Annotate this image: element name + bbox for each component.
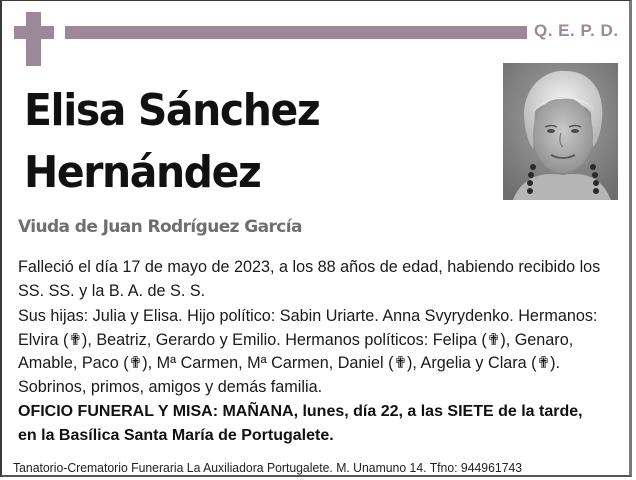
header-rule (65, 26, 527, 39)
funeral-line: en la Basílica Santa María de Portugalete. (18, 426, 334, 444)
death-notice-line: Falleció el día 17 de mayo de 2023, a los 88 años de edad, habiendo recibido los (18, 258, 601, 276)
deceased-name-line-2: Hernández (24, 147, 261, 198)
family-line: Sus hijas: Julia y Elisa. Hijo político: Sabin Uriarte. Anna Svyrydenko. Hermanos: (18, 307, 598, 325)
widow-of-text: Viuda de Juan Rodríguez García (18, 217, 302, 237)
cross-vertical-bar (26, 12, 41, 66)
deceased-name-line-1: Elisa Sánchez (24, 85, 320, 136)
cross-horizontal-bar (14, 26, 54, 39)
funeral-paragraph (18, 400, 618, 447)
funeral-home-footer: Tanatorio-Crematorio Funeraria La Auxiliadora Portugalete. M. Unamuno 14. Tfno: 944961743 (13, 461, 523, 475)
portrait-image (503, 63, 618, 200)
qepd-heading: Q. E. P. D. (534, 21, 619, 40)
death-notice-line: SS. SS. y la B. A. de S. S. (18, 281, 206, 300)
deceased-photo (503, 63, 618, 200)
family-line: Amable, Paco (✟), Mª Carmen, Mª Carmen, Daniel (✟), Argelia y Clara (✟). (18, 354, 561, 372)
family-line: Elvira (✟), Beatriz, Gerardo y Emilio. Hermanos políticos: Felipa (✟), Genaro, (18, 330, 574, 349)
family-line: Sobrinos, primos, amigos y demás familia. (18, 377, 323, 396)
funeral-line: OFICIO FUNERAL Y MISA: MAÑANA, lunes, día 22, a las SIETE de la tarde, (18, 403, 583, 420)
death-notice-paragraph (18, 256, 618, 303)
family-paragraph (18, 305, 618, 399)
